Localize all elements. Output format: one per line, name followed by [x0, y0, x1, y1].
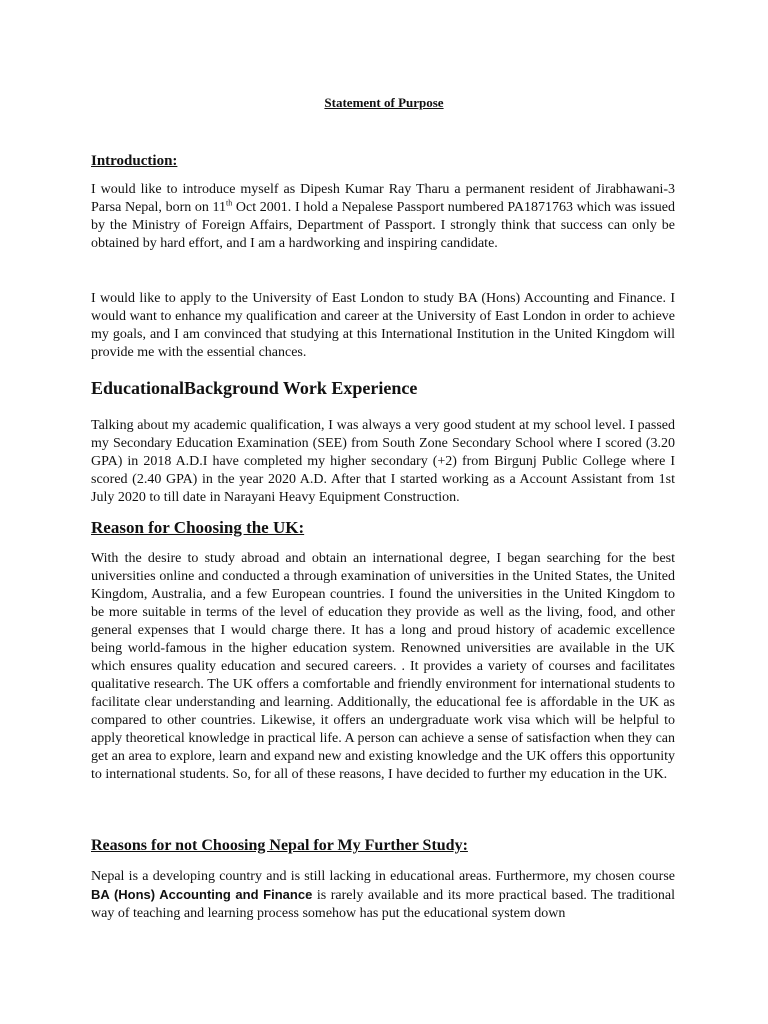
heading-education: EducationalBackground Work Experience	[91, 378, 418, 398]
paragraph-reason-uk: With the desire to study abroad and obtain an international degree, I began searching for the best universities online and conducted a through examination of universities in the United States, the United Kingdom, Australia, and a few European countries. I found the universities in the United Kingdom to be more suitable in terms of the level of education they provide as well as the living, food, and other general expenses that I would charge there. It has a long and proud history of academic excellence being world-famous in the higher education system. Renowned universities are available in the UK which ensures quality education and secured careers. . It provides a variety of courses and facilitates qualitative research. The UK offers a comfortable and friendly environment for international students to facilitate clear understanding and learning. Additionally, the educational fee is affordable in the UK as compared to other countries. Likewise, it offers an undergraduate work visa which will be helpful to apply theoretical knowledge in practical life. A person can achieve a sense of satisfaction when they can get an area to explore, learn and expand new and existing knowledge and the UK offers this opportunity to international students. So, for all of these reasons, I have decided to further my education in the UK.	[91, 551, 675, 782]
heading-reason-uk: Reason for Choosing the UK:	[91, 518, 305, 537]
paragraph-reason-nepal	[91, 868, 675, 923]
intro-text-end: Oct 2001. I hold a Nepalese Passport numbered PA1871763 which was issued by the Ministry of Foreign Affairs, Department of Passport. I strongly think that success can only be obtained by hard effort, and I am a hardworking and inspiring candidate.	[91, 200, 675, 251]
course-name: BA (Hons) Accounting and Finance	[91, 887, 313, 902]
heading-reason-nepal: Reasons for not Choosing Nepal for My Further Study:	[91, 837, 468, 854]
ordinal-suffix: th	[226, 198, 233, 208]
document-title: Statement of Purpose	[324, 95, 444, 110]
paragraph-education: Talking about my academic qualification, I was always a very good student at my school level. I passed my Secondary Education Examination (SEE) from South Zone Secondary School where I scored (3.20 GPA) in 2018 A.D.I have completed my higher secondary (+2) from Birgunj Public College where I scored (2.40 GPA) in the year 2020 A.D. After that I started working as a Account Assistant from 1st July 2020 to till date in Narayani Heavy Equipment Construction.	[91, 418, 675, 505]
paragraph-introduction-1	[91, 181, 675, 253]
nepal-text-start: Nepal is a developing country and is still lacking in educational areas. Furthermore, my chosen course	[91, 869, 675, 884]
paragraph-introduction-2: I would like to apply to the University of East London to study BA (Hons) Accounting and Finance. I would want to enhance my qualification and career at the University of East London in order to achieve my goals, and I am convinced that studying at this International Institution in the United Kingdom will provide me with the essential chances.	[91, 291, 675, 360]
heading-introduction: Introduction:	[91, 153, 178, 169]
intro-text-start: I would like to introduce myself as Dipesh Kumar Ray Tharu a permanent resident of Jirabhawani-3 Parsa Nepal, born on 11	[91, 182, 675, 215]
nepal-text-end: is rarely available and its more practical based. The traditional way of teaching and learning process somehow has put the educational system down	[91, 888, 675, 921]
